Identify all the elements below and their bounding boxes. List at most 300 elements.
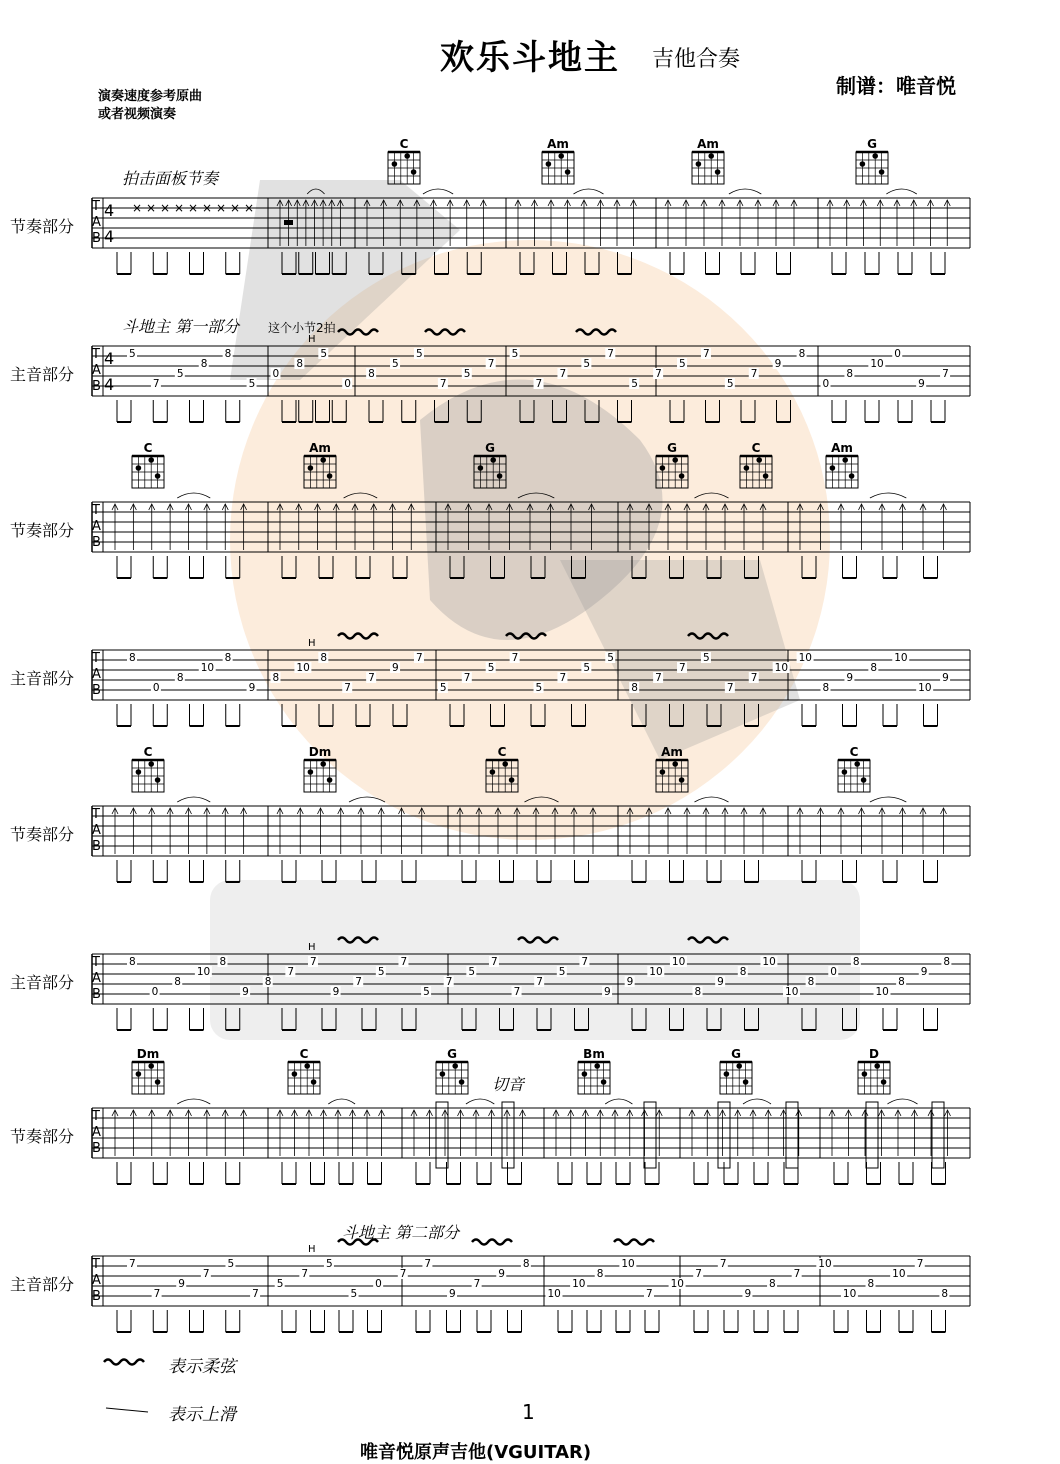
tab-number: 8: [272, 672, 280, 684]
tab-number: 5: [679, 358, 686, 370]
chord-name-bm: Bm: [583, 1047, 605, 1061]
chord-name-c: C: [497, 745, 507, 759]
rhythm-track-label: 节奏部分: [10, 1127, 75, 1146]
tab-number: 8: [846, 368, 854, 380]
chord-finger-dot: [308, 465, 314, 471]
lead-track-label: 主音部分: [10, 669, 75, 688]
chord-finger-dot: [136, 465, 142, 471]
chord-finger-dot: [830, 465, 836, 471]
chord-finger-dot: [879, 169, 885, 175]
chord-finger-dot: [672, 457, 678, 463]
tab-number: 8: [943, 956, 951, 968]
tab-number: 8: [852, 956, 860, 968]
tab-letter-a: A: [92, 215, 101, 230]
hammer-on-mark: H: [308, 942, 316, 953]
tie-arc: [886, 189, 916, 194]
time-signature-top: 4: [104, 201, 115, 220]
tab-number: 7: [490, 956, 498, 968]
page-title: 欢乐斗地主: [440, 38, 620, 78]
legend-vibrato-icon: [104, 1360, 144, 1365]
hammer-on-mark: H: [308, 1244, 316, 1255]
tab-number: 7: [750, 368, 758, 380]
tab-number: 10: [870, 358, 884, 370]
tab-number: 9: [498, 1268, 505, 1280]
chord-name-g: G: [867, 137, 877, 151]
tab-number: 5: [583, 662, 591, 674]
tab-number: 7: [309, 956, 317, 968]
chord-finger-dot: [490, 457, 496, 463]
tab-number: 8: [200, 358, 208, 370]
chord-finger-dot: [478, 465, 484, 471]
chord-name-am: Am: [547, 137, 569, 151]
tab-number: 10: [762, 956, 776, 968]
rest-mark: [284, 220, 293, 225]
tab-letter-t: T: [92, 503, 100, 518]
tab-number: 8: [224, 652, 232, 664]
tab-letter-b: B: [92, 231, 101, 246]
tab-number: 5: [558, 966, 566, 978]
tab-letter-t: T: [92, 651, 100, 666]
tab-number: 7: [702, 348, 710, 360]
chord-finger-dot: [327, 777, 333, 783]
tie-arc: [466, 1099, 494, 1104]
tab-number: 7: [679, 662, 686, 674]
chord-finger-dot: [148, 457, 154, 463]
tie-arc: [177, 493, 210, 498]
tab-number: 7: [202, 1268, 210, 1280]
tab-number: 8: [822, 682, 830, 694]
tab-number: 10: [670, 1278, 684, 1290]
tab-number: 7: [368, 672, 375, 684]
chord-finger-dot: [136, 1071, 142, 1077]
hammer-on-mark: H: [308, 638, 316, 649]
chord-name-am: Am: [831, 441, 853, 455]
tab-number: 9: [392, 662, 399, 674]
tab-letter-b: B: [92, 839, 101, 854]
tie-arc: [328, 1099, 355, 1104]
tab-letter-b: B: [92, 1289, 101, 1304]
tab-number: 8: [596, 1268, 604, 1280]
page-subtitle: 吉他合奏: [652, 47, 741, 72]
tab-number: 10: [200, 662, 215, 674]
tab-letter-t: T: [92, 955, 100, 970]
tap-x-mark: ×: [132, 201, 143, 215]
chord-finger-dot: [860, 161, 866, 167]
annotation-part1: 斗地主 第一部分: [122, 317, 240, 336]
tab-number: 7: [415, 652, 423, 664]
tab-number: 0: [830, 966, 837, 978]
chord-finger-dot: [724, 1071, 730, 1077]
chord-finger-dot: [509, 777, 515, 783]
tab-number: 7: [655, 368, 662, 380]
chord-finger-dot: [756, 457, 762, 463]
tie-arc: [423, 189, 453, 194]
annotation-part2: 斗地主 第二部分: [342, 1223, 460, 1242]
tab-number: 9: [332, 986, 340, 998]
page-number: 1: [522, 1400, 535, 1424]
tab-number: 7: [445, 976, 453, 988]
chord-finger-dot: [411, 169, 417, 175]
tab-number: 7: [463, 672, 471, 684]
tab-letter-t: T: [92, 1109, 100, 1124]
chord-name-c: C: [849, 745, 859, 759]
tab-number: 5: [607, 652, 614, 664]
chord-finger-dot: [502, 761, 508, 767]
tab-number: 9: [774, 358, 782, 370]
tab-number: 5: [325, 1258, 333, 1270]
tab-number: 8: [368, 368, 375, 380]
tab-number: 0: [894, 348, 901, 360]
tab-number: 9: [626, 976, 634, 988]
tap-x-mark: ×: [146, 201, 157, 215]
chord-finger-dot: [148, 1063, 154, 1069]
tab-number: 8: [129, 956, 136, 968]
tab-number: 5: [439, 682, 447, 694]
tab-number: 7: [750, 672, 758, 684]
tab-number: 9: [744, 1288, 752, 1300]
tab-number: 10: [894, 652, 908, 664]
chord-finger-dot: [679, 473, 685, 479]
chord-finger-dot: [490, 769, 496, 775]
tap-x-mark: ×: [244, 201, 255, 215]
time-signature-bottom: 4: [104, 375, 115, 394]
tab-number: 9: [178, 1278, 185, 1290]
tab-number: 5: [176, 368, 184, 380]
tie-arc: [743, 1099, 771, 1104]
tap-x-mark: ×: [160, 201, 171, 215]
annotation-intro: 拍击面板节奏: [122, 169, 219, 188]
tab-number: 9: [920, 966, 928, 978]
tab-letter-a: A: [92, 363, 101, 378]
tie-arc: [870, 493, 906, 498]
tab-number: 7: [536, 976, 543, 988]
tab-number: 5: [276, 1278, 284, 1290]
rhythm-track-label: 节奏部分: [10, 521, 75, 540]
chord-finger-dot: [854, 761, 860, 767]
tab-number: 5: [487, 662, 495, 674]
tab-number: 7: [559, 368, 567, 380]
tab-number: 7: [344, 682, 351, 694]
tab-number: 5: [377, 966, 385, 978]
chord-finger-dot: [582, 1071, 588, 1077]
annotation-mute: 切音: [492, 1075, 525, 1094]
chord-finger-dot: [155, 1079, 161, 1085]
chord-name-g: G: [447, 1047, 457, 1061]
chord-finger-dot: [842, 769, 848, 775]
tab-number: 5: [392, 358, 399, 370]
tab-number: 10: [798, 652, 812, 664]
tab-number: 7: [152, 378, 160, 390]
chord-finger-dot: [872, 153, 878, 159]
chord-finger-dot: [736, 1063, 742, 1069]
tab-number: 10: [572, 1278, 586, 1290]
chord-finger-dot: [763, 473, 769, 479]
tab-number: 7: [252, 1288, 259, 1300]
tab-number: 9: [242, 986, 249, 998]
chord-finger-dot: [601, 1079, 607, 1085]
tab-number: 10: [785, 986, 799, 998]
tab-number: 5: [350, 1288, 358, 1300]
chord-finger-dot: [679, 777, 685, 783]
tab-number: 8: [219, 956, 227, 968]
tab-number: 7: [719, 1258, 727, 1270]
tab-letter-a: A: [92, 1273, 101, 1288]
chord-finger-dot: [715, 169, 721, 175]
tab-number: 8: [174, 976, 181, 988]
tab-letter-b: B: [92, 987, 101, 1002]
tab-number: 8: [694, 986, 702, 998]
chord-finger-dot: [565, 169, 571, 175]
tab-number: 0: [344, 378, 351, 390]
tab-number: 7: [473, 1278, 481, 1290]
tab-number: 10: [649, 966, 663, 978]
chord-finger-dot: [308, 769, 314, 775]
tab-number: 8: [739, 966, 747, 978]
tab-letter-b: B: [92, 535, 101, 550]
tab-letter-t: T: [92, 807, 100, 822]
chord-name-c: C: [143, 441, 153, 455]
tab-number: 9: [449, 1288, 456, 1300]
chord-finger-dot: [862, 1071, 868, 1077]
chord-finger-dot: [497, 473, 503, 479]
tab-number: 9: [918, 378, 925, 390]
chord-finger-dot: [292, 1071, 298, 1077]
page-footer: 唯音悦原声吉他(VGUITAR): [360, 1442, 592, 1463]
tap-x-mark: ×: [216, 201, 227, 215]
chord-name-c: C: [399, 137, 409, 151]
tab-letter-t: T: [92, 199, 100, 214]
tab-number: 5: [129, 348, 136, 360]
tab-number: 10: [296, 662, 310, 674]
lead-track-label: 主音部分: [10, 1275, 75, 1294]
chord-finger-dot: [392, 161, 398, 167]
tab-number: 5: [248, 378, 256, 390]
chord-finger-dot: [452, 1063, 458, 1069]
tab-number: 8: [631, 682, 638, 694]
tab-number: 10: [774, 662, 789, 674]
tab-number: 7: [942, 368, 949, 380]
rhythm-track-label: 节奏部分: [10, 825, 75, 844]
chord-finger-dot: [320, 761, 326, 767]
time-signature-top: 4: [104, 349, 115, 368]
tab-number: 7: [129, 1258, 136, 1270]
tap-x-mark: ×: [230, 201, 241, 215]
tab-number: 5: [702, 652, 710, 664]
tab-number: 5: [320, 348, 328, 360]
tab-number: 7: [513, 986, 521, 998]
tab-letter-a: A: [92, 971, 101, 986]
legend-slide-icon: [106, 1408, 148, 1412]
chord-finger-dot: [861, 777, 867, 783]
tab-number: 7: [287, 966, 295, 978]
tab-number: 7: [355, 976, 362, 988]
tab-number: 10: [196, 966, 211, 978]
lead-track-label: 主音部分: [10, 973, 75, 992]
chord-name-g: G: [667, 441, 677, 455]
chord-finger-dot: [320, 457, 326, 463]
tab-number: 0: [151, 986, 159, 998]
chord-finger-dot: [660, 465, 666, 471]
chord-finger-dot: [155, 473, 161, 479]
legend-vibrato-text: 表示柔弦: [168, 1357, 236, 1377]
tab-number: 7: [153, 1288, 161, 1300]
tab-number: 8: [941, 1288, 949, 1300]
chord-finger-dot: [874, 1063, 880, 1069]
chord-finger-dot: [546, 161, 552, 167]
tab-number: 7: [559, 672, 567, 684]
chord-finger-dot: [327, 473, 333, 479]
chord-name-d: D: [869, 1047, 879, 1061]
tab-number: 5: [631, 378, 638, 390]
tie-arc: [574, 189, 604, 194]
chord-finger-dot: [404, 153, 410, 159]
tab-letter-a: A: [92, 519, 101, 534]
legend-slide-text: 表示上滑: [168, 1405, 236, 1425]
tab-number: 7: [726, 682, 734, 694]
tab-number: 9: [942, 672, 949, 684]
tie-arc: [888, 1099, 918, 1104]
tab-letter-b: B: [92, 379, 101, 394]
tab-number: 7: [793, 1268, 801, 1280]
chord-finger-dot: [743, 1079, 749, 1085]
tab-number: 10: [547, 1288, 561, 1300]
tab-letter-t: T: [92, 347, 100, 362]
chord-name-am: Am: [309, 441, 331, 455]
vibrato-mark: [472, 1240, 512, 1245]
chord-finger-dot: [440, 1071, 446, 1077]
chord-name-dm: Dm: [136, 1047, 160, 1061]
hammer-on-mark: H: [308, 334, 316, 345]
chord-name-c: C: [143, 745, 153, 759]
tab-number: 5: [726, 378, 734, 390]
tie-arc: [870, 797, 906, 802]
chord-name-g: G: [485, 441, 495, 455]
tab-number: 0: [272, 368, 280, 380]
tab-number: 10: [842, 1288, 857, 1300]
tab-number: 8: [769, 1278, 776, 1290]
tab-number: 8: [807, 976, 815, 988]
tab-number: 8: [296, 358, 304, 370]
chord-finger-dot: [842, 457, 848, 463]
chord-finger-dot: [148, 761, 154, 767]
tab-number: 7: [439, 378, 447, 390]
rhythm-track-label: 节奏部分: [10, 217, 75, 236]
tab-number: 0: [375, 1278, 382, 1290]
chord-finger-dot: [558, 153, 564, 159]
chord-name-am: Am: [697, 137, 719, 151]
tab-number: 5: [468, 966, 476, 978]
tab-number: 7: [655, 672, 662, 684]
tempo-note-line-2: 或者视频演奏: [98, 107, 177, 122]
tap-x-mark: ×: [202, 201, 213, 215]
tab-number: 9: [717, 976, 724, 988]
tab-letter-b: B: [92, 1141, 101, 1156]
chord-finger-dot: [672, 761, 678, 767]
tab-number: 10: [892, 1268, 906, 1280]
tab-letter-a: A: [92, 1125, 101, 1140]
chord-finger-dot: [744, 465, 750, 471]
tab-number: 5: [463, 368, 471, 380]
chord-finger-dot: [708, 153, 714, 159]
tab-number: 8: [522, 1258, 530, 1270]
chord-finger-dot: [304, 1063, 310, 1069]
tie-arc: [729, 189, 761, 194]
tab-letter-b: B: [92, 683, 101, 698]
tie-arc: [177, 797, 210, 802]
tab-number: 7: [535, 378, 543, 390]
time-signature-bottom: 4: [104, 227, 115, 246]
tab-number: 0: [152, 682, 160, 694]
tab-number: 8: [264, 976, 272, 988]
lead-track-label: 主音部分: [10, 365, 75, 384]
tab-number: 0: [822, 378, 830, 390]
chord-name-am: Am: [661, 745, 683, 759]
chord-finger-dot: [849, 473, 855, 479]
tab-number: 10: [918, 682, 932, 694]
tab-letter-t: T: [92, 1257, 100, 1272]
tempo-note-line-1: 演奏速度参考原曲: [98, 89, 203, 104]
tab-letter-a: A: [92, 823, 101, 838]
tab-number: 7: [695, 1268, 702, 1280]
tab-number: 5: [415, 348, 423, 360]
tab-number: 10: [621, 1258, 635, 1270]
tab-number: 8: [798, 348, 806, 360]
chord-finger-dot: [594, 1063, 600, 1069]
tab-number: 7: [487, 358, 495, 370]
tab-number: 7: [916, 1258, 924, 1270]
tab-number: 8: [129, 652, 136, 664]
chord-finger-dot: [136, 769, 142, 775]
tab-number: 7: [424, 1258, 432, 1270]
tab-number: 5: [511, 348, 519, 360]
arranger-credit: 制谱：唯音悦: [836, 74, 956, 98]
tab-number: 8: [870, 662, 878, 674]
tab-number: 7: [607, 348, 614, 360]
tab-number: 9: [248, 682, 256, 694]
annotation-part1-note: 这个小节2拍: [268, 321, 336, 335]
tab-number: 7: [400, 956, 408, 968]
chord-finger-dot: [311, 1079, 317, 1085]
tab-number: 5: [227, 1258, 235, 1270]
tab-letter-a: A: [92, 667, 101, 682]
tie-arc: [695, 797, 729, 802]
vibrato-mark: [614, 1240, 654, 1245]
tab-number: 10: [818, 1258, 832, 1270]
tab-number: 7: [581, 956, 589, 968]
tab-number: 8: [867, 1278, 875, 1290]
chord-finger-dot: [696, 161, 702, 167]
tab-number: 8: [176, 672, 184, 684]
tab-number: 5: [583, 358, 591, 370]
tab-number: 7: [645, 1288, 653, 1300]
chord-finger-dot: [459, 1079, 465, 1085]
tab-number: 10: [671, 956, 686, 968]
tie-arc: [177, 1099, 210, 1104]
chord-name-c: C: [751, 441, 761, 455]
chord-name-g: G: [731, 1047, 741, 1061]
tab-number: 7: [301, 1268, 309, 1280]
chord-finger-dot: [660, 769, 666, 775]
tab-number: 7: [399, 1268, 407, 1280]
chord-name-c: C: [299, 1047, 309, 1061]
tab-number: 8: [898, 976, 905, 988]
tab-number: 8: [224, 348, 232, 360]
chord-finger-dot: [155, 777, 161, 783]
tab-number: 9: [604, 986, 611, 998]
tap-x-mark: ×: [188, 201, 199, 215]
tab-number: 5: [423, 986, 430, 998]
tab-number: 9: [846, 672, 854, 684]
